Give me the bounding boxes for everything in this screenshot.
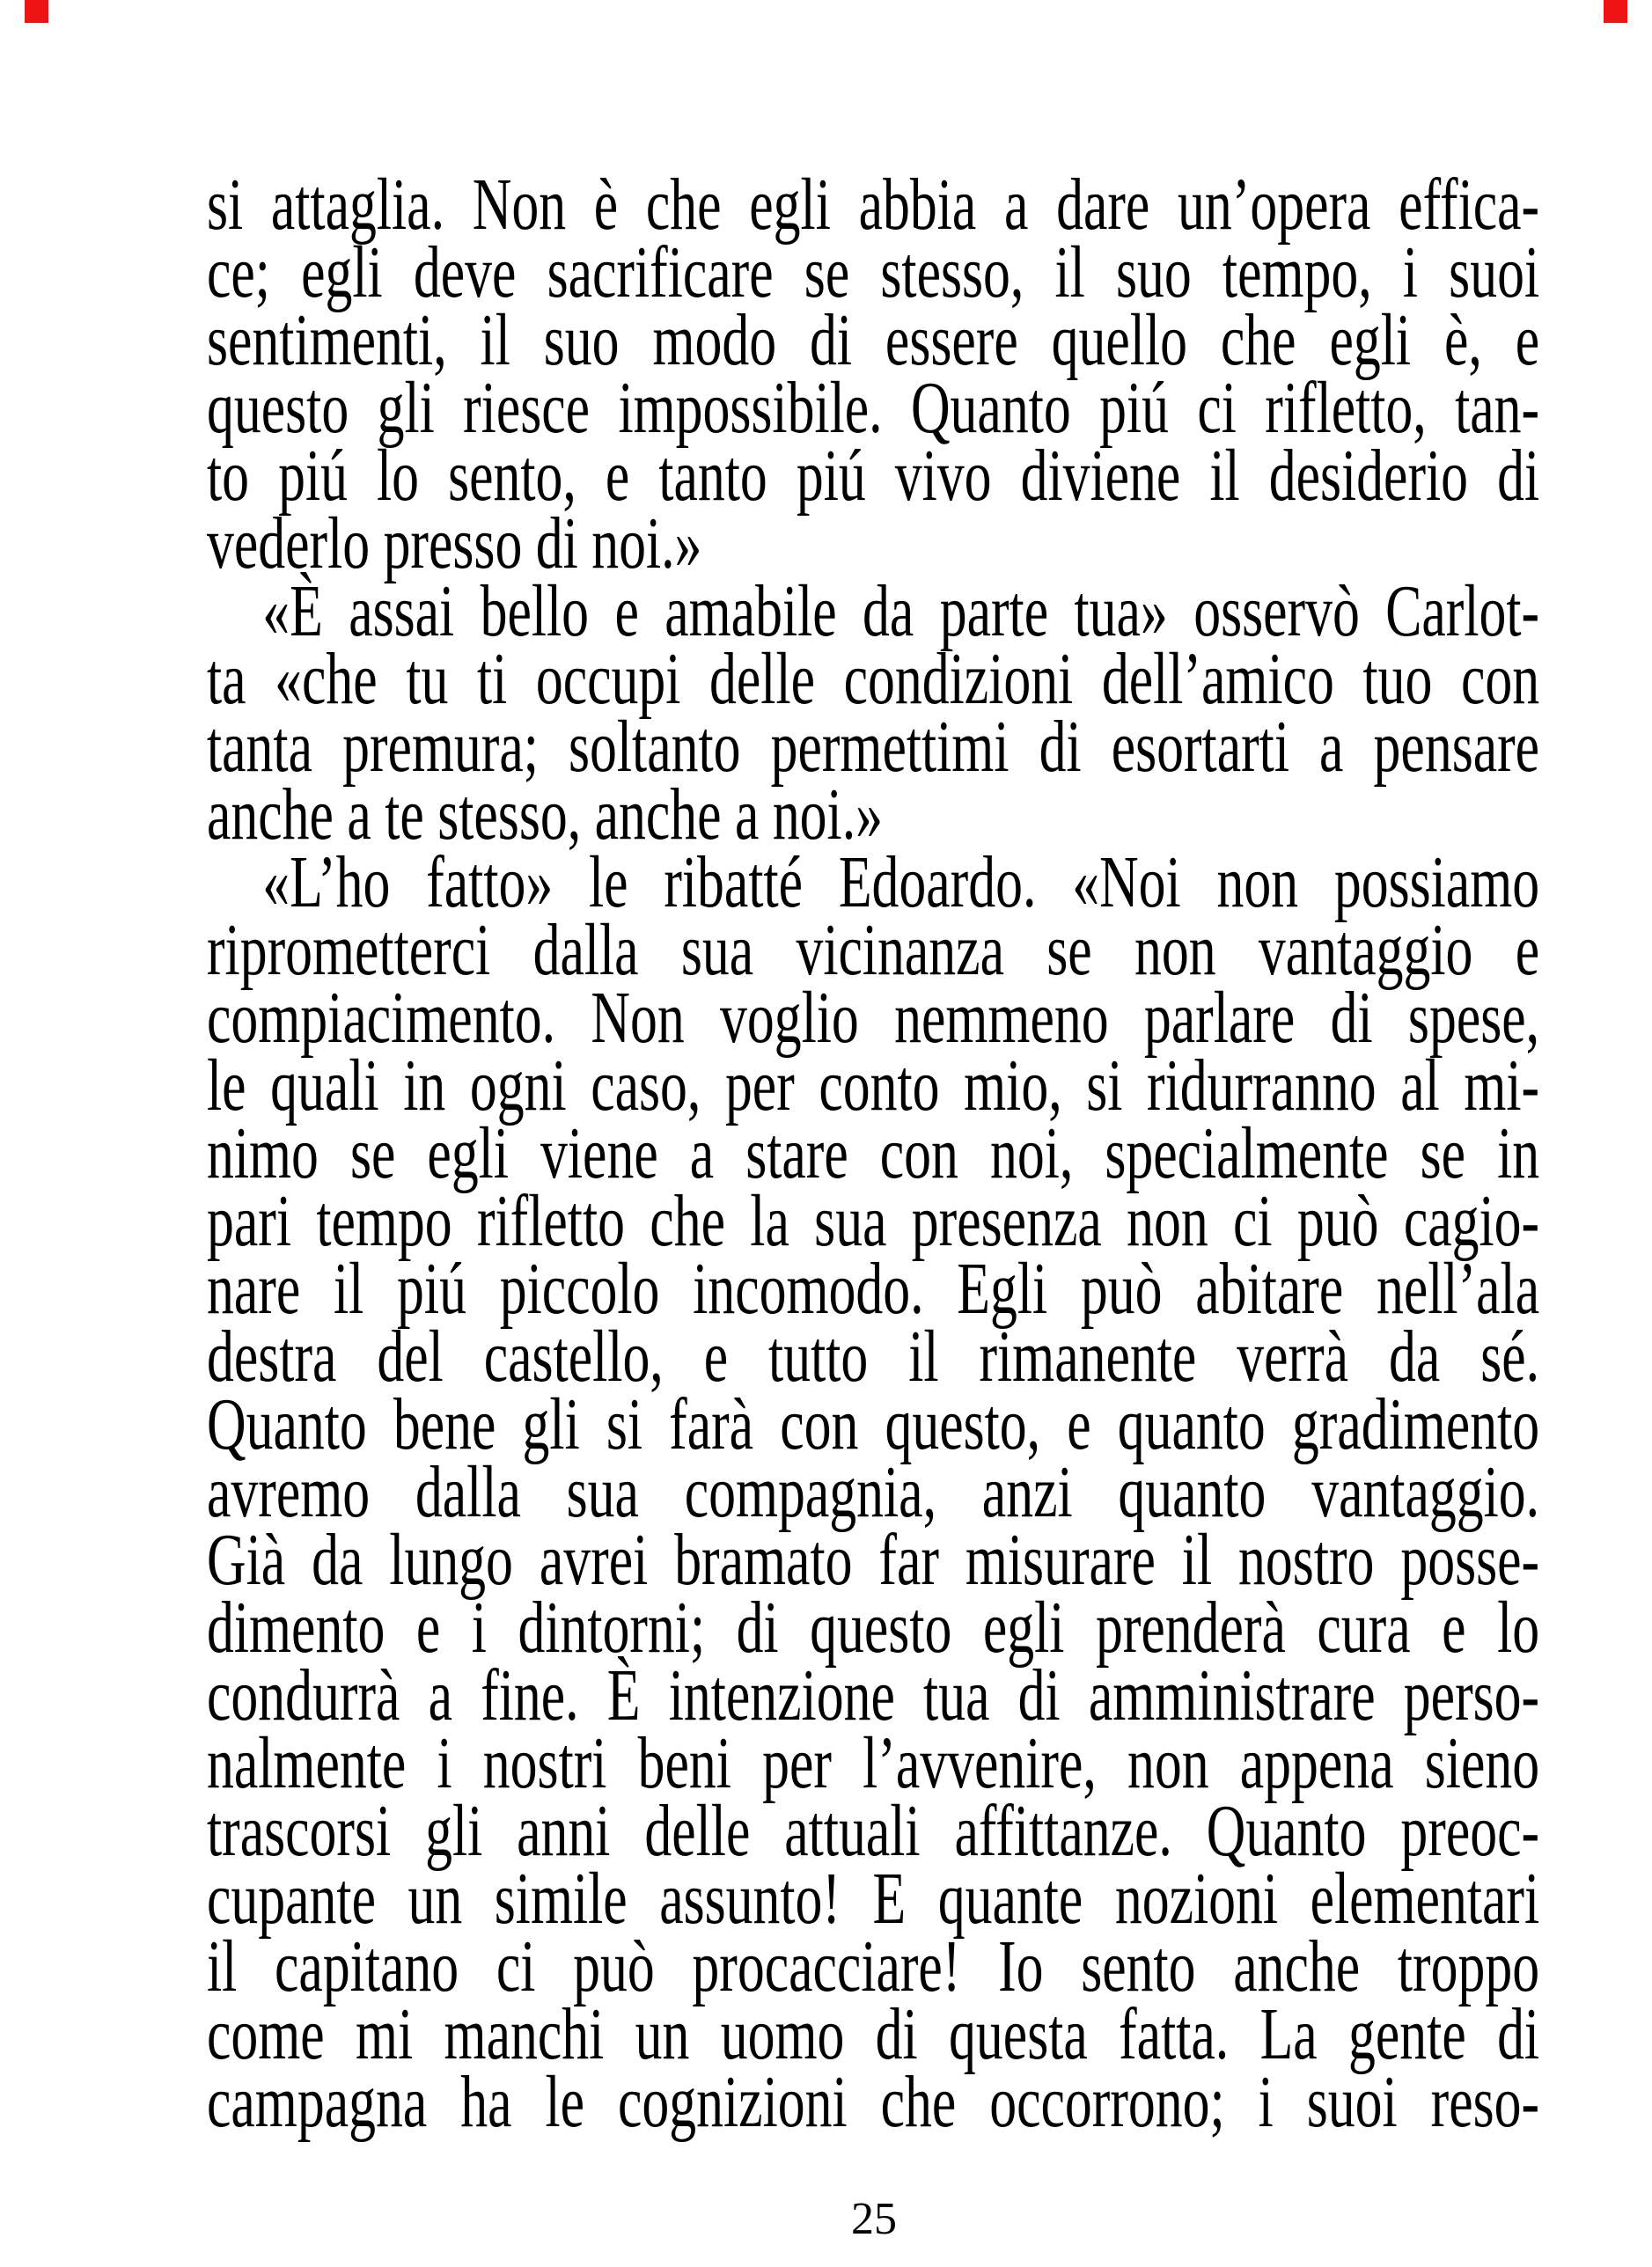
text-line: trascorsi gli anni delle attuali affittanze. Quanto preoc- xyxy=(207,1790,1540,1872)
text-line: questo gli riesce impossibile. Quanto piú ci rifletto, tan- xyxy=(207,367,1540,449)
page-number: 25 xyxy=(851,2194,897,2244)
text-line: condurrà a fine. È intenzione tua di amministrare perso- xyxy=(207,1654,1540,1736)
text-line: compiacimento. Non voglio nemmeno parlare di spese, xyxy=(207,977,1540,1059)
text-line: ce; egli deve sacrificare se stesso, il suo tempo, i suoi xyxy=(207,231,1540,313)
text-line: tanta premura; soltanto permettimi di esortarti a pensare xyxy=(207,706,1540,788)
text-line: Già da lungo avrei bramato far misurare il nostro posse- xyxy=(207,1519,1540,1601)
text-line: nalmente i nostri beni per l’avvenire, non appena sieno xyxy=(207,1722,1540,1804)
text-line: come mi manchi un uomo di questa fatta. La gente di xyxy=(207,1993,1540,2075)
text-line: vederlo presso di noi.» xyxy=(207,503,702,584)
text-line: nare il piú piccolo incomodo. Egli può abitare nell’ala xyxy=(207,1248,1540,1330)
text-line: Quanto bene gli si farà con questo, e quanto gradimento xyxy=(207,1383,1540,1465)
text-line: riprometterci dalla sua vicinanza se non vantaggio e xyxy=(207,909,1540,991)
text-line: destra del castello, e tutto il rimanente verrà da sé. xyxy=(207,1316,1540,1398)
text-line: avremo dalla sua compagnia, anzi quanto vantaggio. xyxy=(207,1451,1540,1533)
text-line: nimo se egli viene a stare con noi, specialmente se in xyxy=(207,1112,1540,1194)
text-line: cupante un simile assunto! E quante nozioni elementari xyxy=(207,1858,1540,1940)
text-line: dimento e i dintorni; di questo egli prenderà cura e lo xyxy=(207,1587,1540,1669)
text-line: campagna ha le cognizioni che occorrono; i suoi reso- xyxy=(207,2061,1540,2143)
text-line: le quali in ogni caso, per conto mio, si ridurranno al mi- xyxy=(207,1045,1540,1126)
text-line: to piú lo sento, e tanto piú vivo diviene il desiderio di xyxy=(207,435,1540,517)
page-text-block xyxy=(207,164,1540,2143)
red-corner-mark-left xyxy=(25,0,48,23)
text-line: anche a te stesso, anche a noi.» xyxy=(207,774,884,855)
text-line: ta «che tu ti occupi delle condizioni dell’amico tuo con xyxy=(207,638,1540,720)
text-line: pari tempo rifletto che la sua presenza non ci può cagio- xyxy=(207,1180,1540,1262)
text-line: il capitano ci può procacciare! Io sento anche troppo xyxy=(207,1926,1540,2007)
text-line: «L’ho fatto» le ribatté Edoardo. «Noi non possiamo xyxy=(262,841,1540,923)
red-corner-mark-right xyxy=(1604,0,1627,23)
text-line: si attaglia. Non è che egli abbia a dare un’opera effica- xyxy=(207,164,1540,246)
text-line: «È assai bello e amabile da parte tua» osservò Carlot- xyxy=(262,570,1540,652)
text-line: sentimenti, il suo modo di essere quello che egli è, e xyxy=(207,299,1540,381)
